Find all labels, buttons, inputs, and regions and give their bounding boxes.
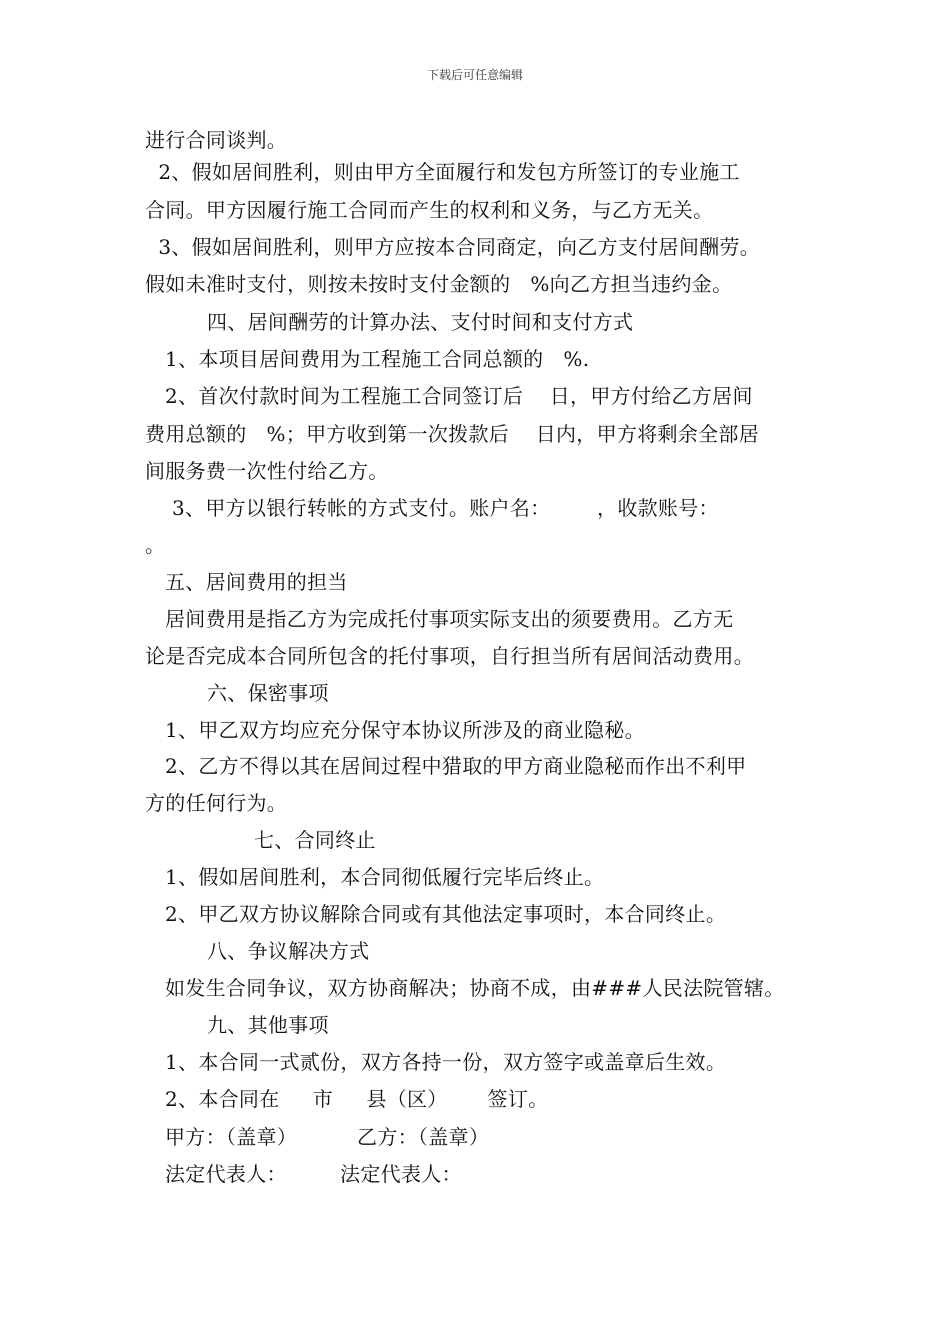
text-line: 2、假如居间胜利，则由甲方全面履行和发包方所签订的专业施工 [145,160,740,184]
text-line: 合同。甲方因履行施工合同而产生的权利和义务，与乙方无关。 [145,198,714,222]
text-line: 居间费用是指乙方为完成托付事项实际支出的须要费用。乙方无 [165,607,734,631]
text-line: 如发生合同争议，双方协商解决；协商不成，由###人民法院管辖。 [165,976,785,1000]
text-line: 3、甲方以银行转帐的方式支付。账户名： ，收款账号： [172,496,719,520]
section-heading: 九、其他事项 [207,1013,329,1037]
text-line: 进行合同谈判。 [145,128,288,152]
text-line: 1、本项目居间费用为工程施工合同总额的 %. [165,347,590,371]
text-line: 3、假如居间胜利，则甲方应按本合同商定，向乙方支付居间酬劳。 [145,235,761,259]
text-line: 。 [145,533,166,557]
text-line: 2、甲乙双方协议解除合同或有其他法定事项时，本合同终止。 [165,902,727,926]
text-line: 1、甲乙双方均应充分保守本协议所涉及的商业隐秘。 [165,718,645,742]
section-heading: 八、争议解决方式 [207,939,370,963]
text-line: 2、乙方不得以其在居间过程中猎取的甲方商业隐秘而作出不利甲 [165,754,747,778]
text-line: 1、本合同一式贰份，双方各持一份，双方签字或盖章后生效。 [165,1050,727,1074]
text-line: 方的任何行为。 [145,791,288,815]
text-line: 2、首次付款时间为工程施工合同签订后 日，甲方付给乙方居间 [165,384,753,408]
text-line: 2、本合同在 市 县（区） 签订。 [165,1087,549,1111]
section-heading: 五、居间费用的担当 [165,570,348,594]
text-line: 费用总额的 %；甲方收到第一次拨款后 日内，甲方将剩余全部居 [145,422,760,446]
text-line: 论是否完成本合同所包含的托付事项，自行担当所有居间活动费用。 [145,644,754,668]
signature-representative-line: 法定代表人： 法定代表人： [165,1162,462,1186]
section-heading: 四、居间酬劳的计算办法、支付时间和支付方式 [207,310,634,334]
text-line: 间服务费一次性付给乙方。 [145,459,389,483]
section-heading: 七、合同终止 [254,828,376,852]
text-line: 假如未准时支付，则按未按时支付金额的 %向乙方担当违约金。 [145,272,733,296]
page-header: 下载后可任意编辑 [426,68,523,82]
signature-party-line: 甲方：（盖章） 乙方：（盖章） [165,1125,490,1149]
text-line: 1、假如居间胜利，本合同彻低履行完毕后终止。 [165,865,605,889]
section-heading: 六、保密事项 [207,681,329,705]
